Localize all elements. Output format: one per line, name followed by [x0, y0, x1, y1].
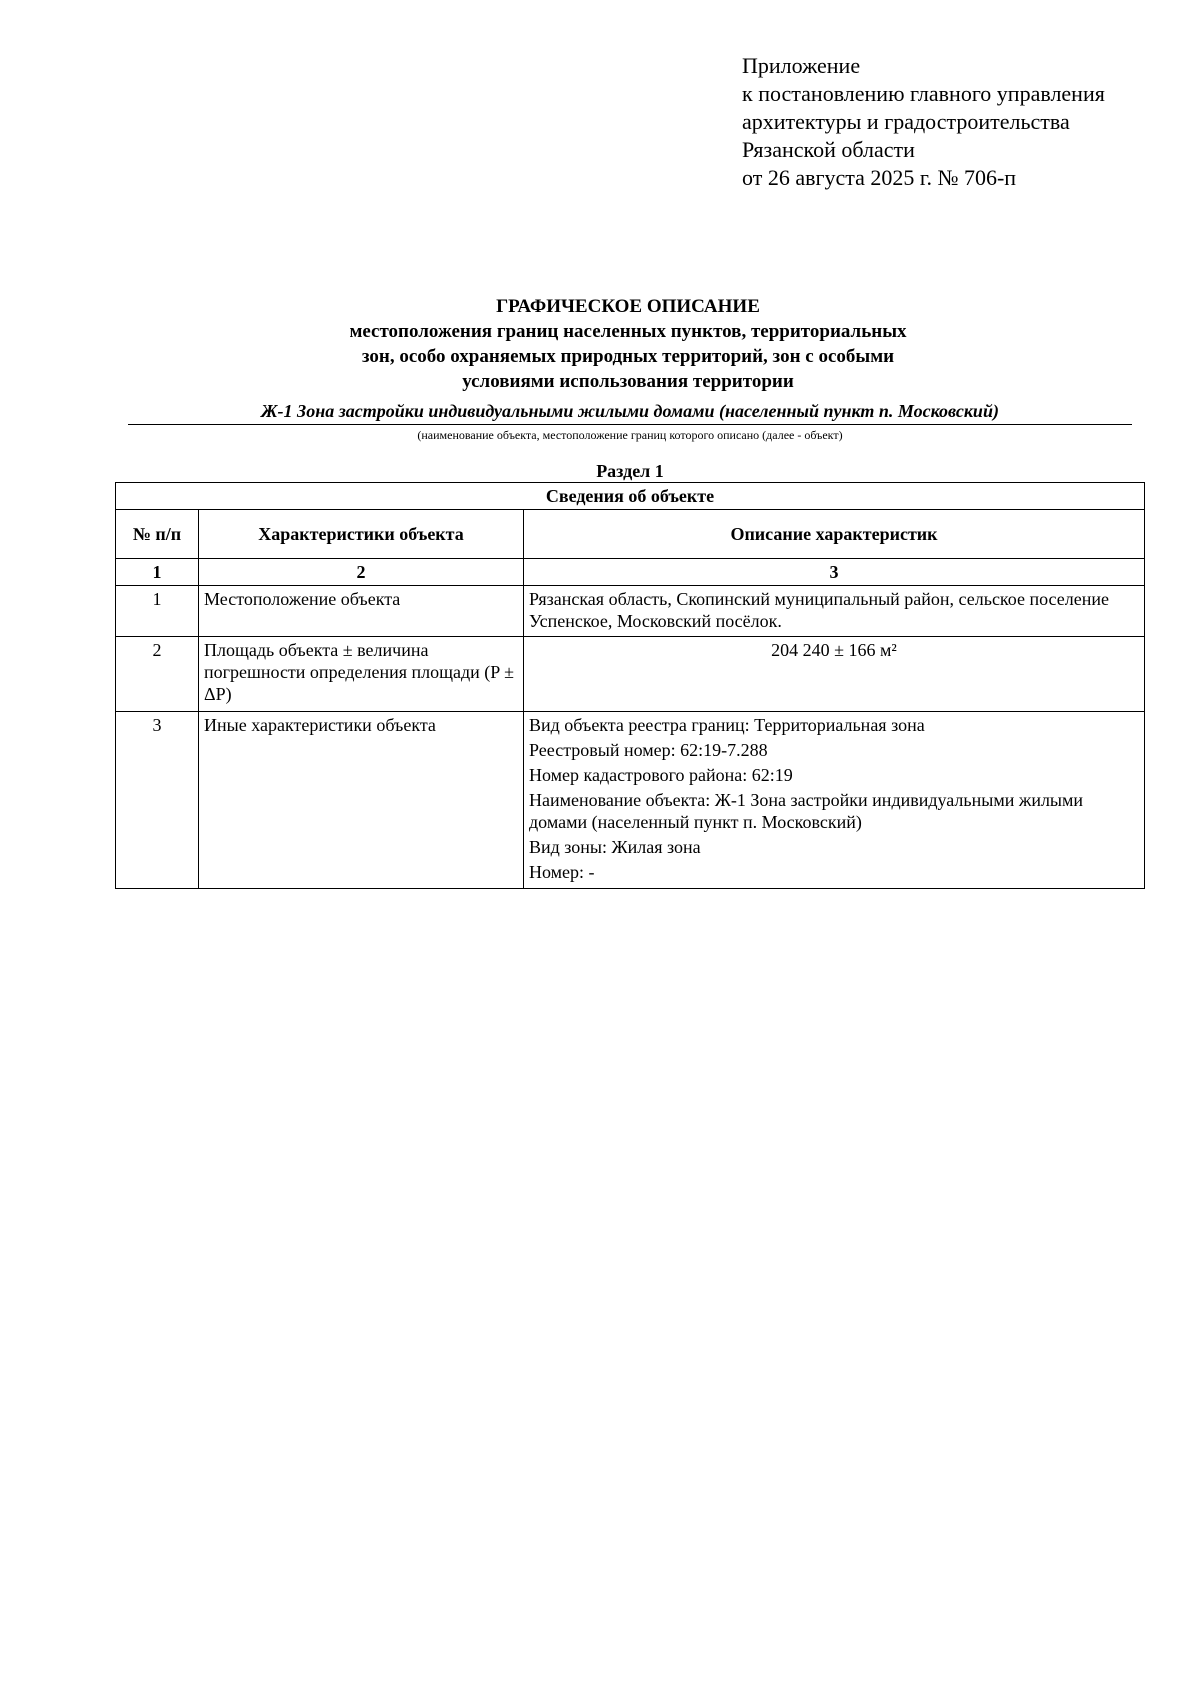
appendix-line: Приложение — [742, 53, 861, 78]
row-characteristic: Площадь объекта ± величина погрешности определения площади (P ± ΔP) — [199, 637, 524, 712]
column-number: 3 — [524, 559, 1145, 586]
row-description: 204 240 ± 166 м² — [524, 637, 1145, 712]
title-subtitle-line: условиями использования территории — [462, 371, 794, 392]
row-index: 2 — [116, 637, 199, 712]
table-header-row — [116, 510, 1145, 559]
table-row — [116, 637, 1145, 712]
document-title — [128, 294, 1128, 394]
object-info-table — [115, 482, 1145, 889]
row-description: Рязанская область, Скопинский муниципальный район, сельское поселение Успенское, Московский посёлок. — [524, 586, 1145, 637]
description-line: Реестровый номер: 62:19-7.288 — [529, 740, 768, 760]
appendix-line: Рязанской области — [742, 137, 915, 162]
row-index: 1 — [116, 586, 199, 637]
table-row — [116, 586, 1145, 637]
table-caption-row — [116, 483, 1145, 510]
description-line: Наименование объекта: Ж-1 Зона застройки индивидуальными жилыми домами (населенный пункт п. Московский) — [529, 790, 1084, 832]
description-line: Номер: - — [529, 862, 595, 882]
row-characteristic: Иные характеристики объекта — [199, 712, 524, 889]
header-description: Описание характеристик — [524, 510, 1145, 559]
appendix-line: архитектуры и градостроительства — [742, 109, 1070, 134]
appendix-block — [742, 52, 1105, 192]
title-subtitle-line: зон, особо охраняемых природных территорий, зон с особыми — [361, 346, 895, 367]
description-line: Вид объекта реестра границ: Территориальная зона — [529, 715, 925, 735]
title-heading: ГРАФИЧЕСКОЕ ОПИСАНИЕ — [496, 296, 760, 317]
object-name-caption: (наименование объекта, местоположение границ которого описано (далее - объект) — [417, 428, 843, 442]
object-name: Ж-1 Зона застройки индивидуальными жилыми домами (населенный пункт п. Московский) — [128, 400, 1132, 425]
header-characteristics: Характеристики объекта — [199, 510, 524, 559]
title-subtitle-line: местоположения границ населенных пунктов, территориальных — [349, 321, 907, 342]
row-characteristic: Местоположение объекта — [199, 586, 524, 637]
column-number: 1 — [116, 559, 199, 586]
table-row — [116, 712, 1145, 889]
appendix-line: от 26 августа 2025 г. № 706-п — [742, 165, 1017, 190]
appendix-line: к постановлению главного управления — [742, 81, 1105, 106]
description-line: Номер кадастрового района: 62:19 — [529, 765, 793, 785]
header-number: № п/п — [116, 510, 199, 559]
table-caption: Сведения об объекте — [116, 483, 1145, 510]
column-number-row — [116, 559, 1145, 586]
description-line: Вид зоны: Жилая зона — [529, 837, 701, 857]
row-description — [524, 712, 1145, 889]
column-number: 2 — [199, 559, 524, 586]
row-index: 3 — [116, 712, 199, 889]
section-title: Раздел 1 — [596, 461, 664, 481]
